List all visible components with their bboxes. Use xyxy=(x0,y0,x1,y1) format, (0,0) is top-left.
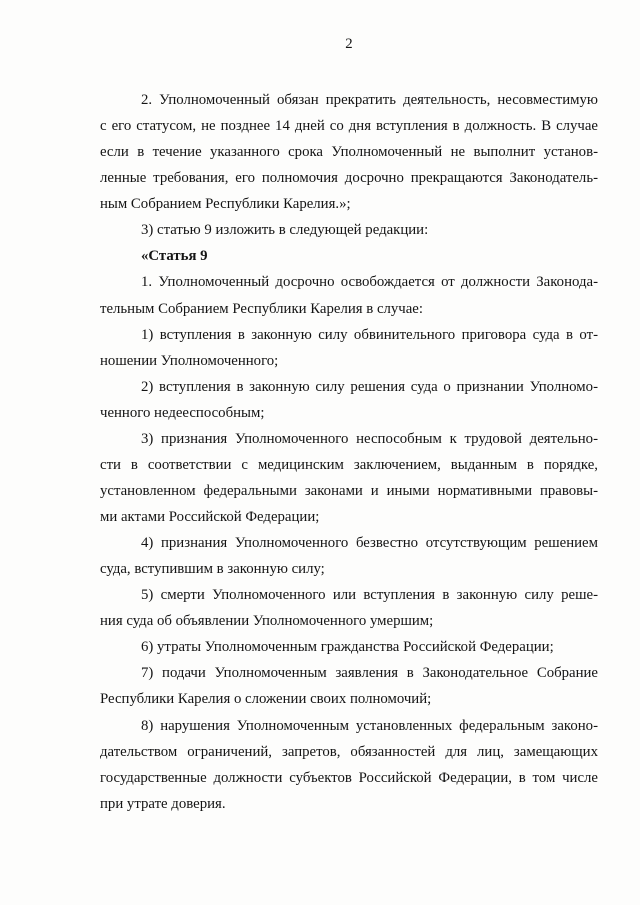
list-item-1 xyxy=(100,322,598,374)
text-line: суда, вступившим в законную силу; xyxy=(100,561,325,578)
list-item-4 xyxy=(100,530,598,582)
text-line: 4) признания Уполномоченного безвестно отсутствующим решением xyxy=(141,535,598,552)
article-heading xyxy=(100,243,598,269)
text-line: при утрате доверия. xyxy=(100,795,226,812)
text-line: ченного недееспособным; xyxy=(100,404,265,421)
text-line: с его статусом, не позднее 14 дней со дня вступления в должность. В случае xyxy=(100,118,598,135)
text-line: 5) смерти Уполномоченного или вступления в законную силу реше- xyxy=(141,587,598,604)
list-item-7 xyxy=(100,660,598,712)
paragraph-item-3 xyxy=(100,217,598,243)
text-line: дательством ограничений, запретов, обязанностей для лиц, замещающих xyxy=(100,743,598,760)
text-line: тельным Собранием Республики Карелия в случае: xyxy=(100,300,423,317)
document-body xyxy=(100,87,598,817)
list-item-2 xyxy=(100,374,598,426)
text-line: установленном федеральными законами и иными нормативными правовы- xyxy=(100,482,598,499)
text-line: 1) вступления в законную силу обвинительного приговора суда в от- xyxy=(141,326,598,343)
text-line: Республики Карелия о сложении своих полномочий; xyxy=(100,691,432,708)
list-item-3 xyxy=(100,426,598,530)
paragraph-part-1 xyxy=(100,269,598,321)
text-line: 3) статью 9 изложить в следующей редакции: xyxy=(141,222,429,239)
text-line: 1. Уполномоченный досрочно освобождается от должности Законода- xyxy=(141,274,598,291)
article-title: «Статья 9 xyxy=(141,248,208,265)
text-line: если в течение указанного срока Уполномоченный не выполнит установ- xyxy=(100,144,598,161)
list-item-5 xyxy=(100,582,598,634)
text-line: ми актами Российской Федерации; xyxy=(100,509,320,525)
text-line: 3) признания Уполномоченного неспособным к трудовой деятельно- xyxy=(141,430,598,447)
text-line: ленные требования, его полномочия досрочно прекращаются Законодатель- xyxy=(100,170,598,187)
text-line: ным Собранием Республики Карелия.»; xyxy=(100,196,351,213)
text-line: ния суда об объявлении Уполномоченного умершим; xyxy=(100,613,434,630)
list-item-6 xyxy=(100,634,598,660)
text-line: ношении Уполномоченного; xyxy=(100,352,279,369)
list-item-8 xyxy=(100,713,598,817)
text-line: 2. Уполномоченный обязан прекратить деятельность, несовместимую xyxy=(141,92,598,108)
paragraph-clause-2 xyxy=(100,87,598,217)
text-line: 6) утраты Уполномоченным гражданства Российской Федерации; xyxy=(141,639,554,656)
text-line: 8) нарушения Уполномоченным установленных федеральным законо- xyxy=(141,717,598,734)
text-line: 2) вступления в законную силу решения суда о признании Уполномо- xyxy=(141,378,598,395)
text-line: государственные должности субъектов Российской Федерации, в том числе xyxy=(100,769,598,786)
text-line: сти в соответствии с медицинским заключением, выданным в порядке, xyxy=(100,456,598,473)
page-number: 2 xyxy=(345,36,353,52)
text-line: 7) подачи Уполномоченным заявления в Законодательное Собрание xyxy=(141,665,598,682)
